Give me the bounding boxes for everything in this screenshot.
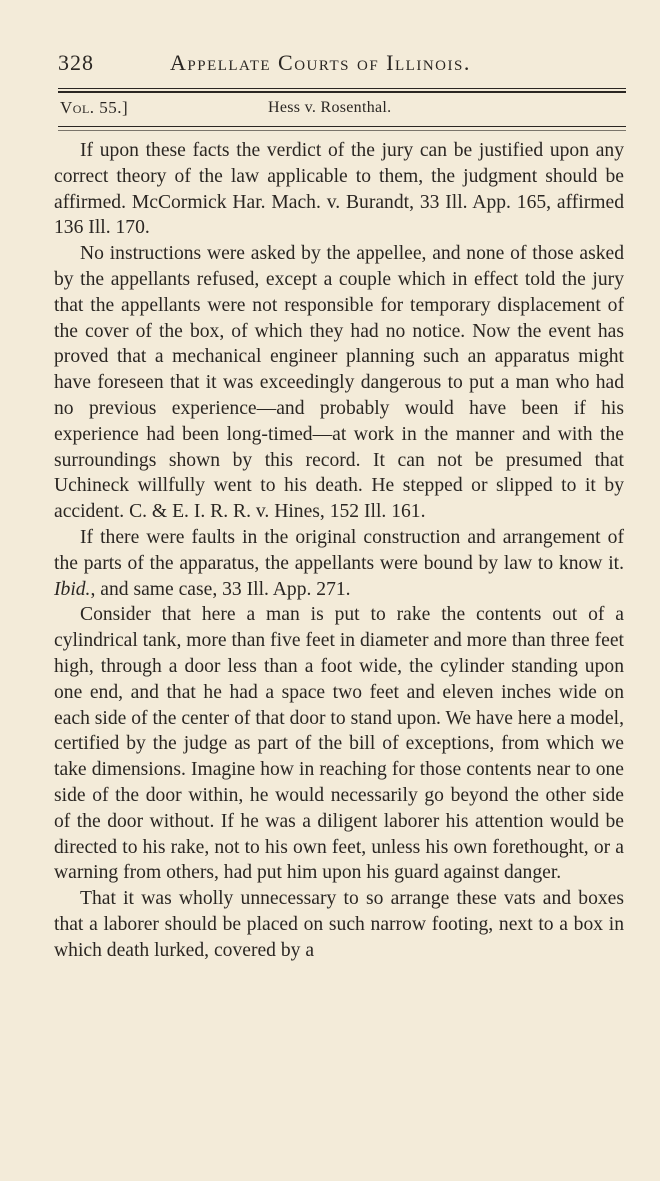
paragraph-2: No instructions were asked by the appellee, and none of those asked by the appellants refused, except a couple which in effect told the jury that the appellants were not responsible for temporary displacement of the cover of the box, of which they had no notice. Now the event has proved that a mechanical engineer planning such an apparatus might have foreseen that it was exceedingly dangerous to put a man who had no previous experience—and probably would have been if his experience had been long-timed—at work in the manner and with the surroundings shown by this record. It can not be presumed that Uchineck willfully went to his death. He stepped or slipped to it by accident. C. & E. I. R. R. v. Hines, 152 Ill. 161. [54,243,624,523]
paragraph-1: If upon these facts the verdict of the jury can be justified upon any correct theory of the law applicable to them, the judgment should be affirmed. McCormick Har. Mach. v. Burandt, 33 Ill. App. 165, affirmed 136 Ill. 170. [54,140,624,239]
paragraph-5: That it was wholly unnecessary to so arrange these vats and boxes that a laborer should be placed on such narrow footing, next to a box in which death lurked, covered by a [54,888,624,961]
header-rule-top [58,88,626,89]
paragraph-3 [54,525,624,602]
header-rule-top-thick [58,91,626,93]
paragraph-3-text-before: If there were faults in the original construction and arrangement of the parts of the apparatus, the appellants were bound by law to know it. [54,526,624,574]
case-name: Hess v. Rosenthal. [268,99,392,116]
volume-label: Vol. 55.] [60,98,129,117]
header-rule-bottom [58,126,626,127]
journal-title: Appellate Courts of Illinois. [170,50,471,75]
paragraph-3-text-after: , and same case, 33 Ill. App. 271. [90,578,351,600]
header-rule-bottom-thin [58,130,626,131]
paragraph-4: Consider that here a man is put to rake the contents out of a cylindrical tank, more than five feet in diameter and more than three feet high, through a door less than a foot wide, the cylinder standing upon one end, and that he had a space two feet and eleven inches wide on each side of the center of that door to stand upon. We have here a model, certified by the judge as part of the bill of exceptions, from which we take dimensions. Imagine how in reaching for those contents near to one side of the door within, he would necessarily go beyond the other side of the door without. If he was a diligent laborer his attention would be directed to his rake, not to his own feet, unless his own forethought, or a warning from others, had put him upon his guard against danger. [54,604,624,884]
running-head [58,50,528,86]
paragraph-3-italic: Ibid. [54,578,91,600]
body-text [54,138,624,964]
page-number: 328 [58,50,94,75]
